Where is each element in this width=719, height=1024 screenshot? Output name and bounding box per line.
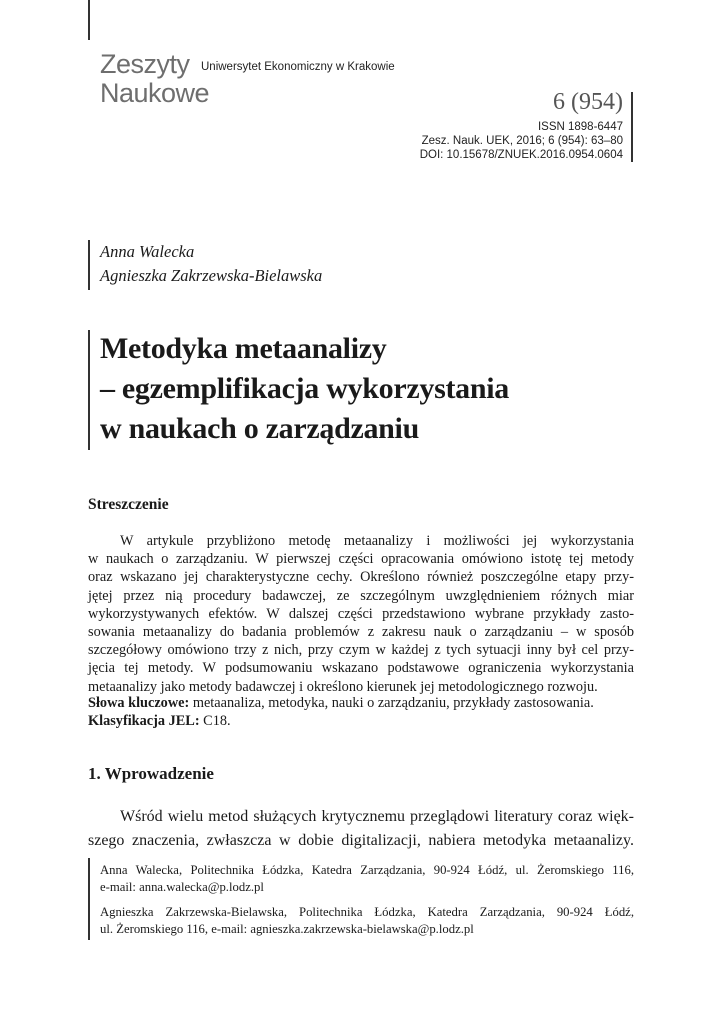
keywords-label: Słowa kluczowe: xyxy=(88,695,190,711)
author-name: Anna Walecka xyxy=(100,242,195,261)
footnote-line: ul. Żeromskiego 116, e-mail: agnieszka.zakrzewska-bielawska@p.lodz.pl xyxy=(100,921,474,936)
journal-logo xyxy=(100,50,209,108)
article-title xyxy=(100,329,509,449)
title-vertical-rule xyxy=(88,330,90,450)
intro-line: szego znaczenia, zwłaszcza w dobie digitalizacji, nabiera metodyka metaanalizy. xyxy=(88,832,634,849)
issue-info xyxy=(420,88,623,162)
logo-line-1: Zeszyty xyxy=(100,49,190,79)
jel-label: Klasyfikacja JEL: xyxy=(88,713,200,730)
top-vertical-rule xyxy=(88,0,90,40)
keywords xyxy=(88,694,634,712)
author-name: Agnieszka Zakrzewska-Bielawska xyxy=(100,266,323,285)
doi: DOI: 10.15678/ZNUEK.2016.0954.0604 xyxy=(419,149,623,161)
footnote-line: e-mail: anna.walecka@p.lodz.pl xyxy=(100,879,264,894)
jel-classification xyxy=(88,712,634,730)
footnote-author-2 xyxy=(100,904,634,937)
footnote-vertical-rule xyxy=(88,858,90,940)
issue-vertical-rule xyxy=(631,92,633,162)
author-list xyxy=(100,240,322,288)
footnote-line: Agnieszka Zakrzewska-Bielawska, Politechnika Łódzka, Katedra Zarządzania, 90-924 Łódź, xyxy=(100,905,634,919)
title-line: – egzemplifikacja wykorzystania xyxy=(100,372,509,405)
intro-line: Wśród wielu metod służących krytycznemu przeglądowi literatury coraz więk- xyxy=(120,808,634,825)
abstract-line: metaanalizy jako metody badawczej i określono kierunek jej metodologicznego rozwoju. xyxy=(88,678,598,695)
abstract-line: W artykule przybliżono metodę metaanalizy i możliwości jej wykorzystania xyxy=(120,533,634,549)
introduction-heading: 1. Wprowadzenie xyxy=(88,764,214,783)
keywords-text: metaanaliza, metodyka, nauki o zarządzaniu, przykłady zastosowania. xyxy=(189,695,594,711)
abstract-line: wykorzystywanych efektów. W dalszej części przedstawiono wybrane przykłady zasto- xyxy=(88,605,634,622)
abstract-line: jęcia tej metody. W podsumowaniu wskazano podstawowe ograniczenia wykorzystania xyxy=(88,660,634,677)
jel-text: C18. xyxy=(199,713,231,730)
abstract-line: szczegółowy omówiono trzy z nich, przy czym w każdej z tych sytuacji inny był cel przy- xyxy=(88,642,634,659)
abstract-line: w naukach o zarządzaniu. W pierwszej części opracowania omówiono istotę tej metody xyxy=(88,551,634,568)
abstract-line: oraz wskazano jej charakterystyczne cechy. Określono również poszczególne etapy przy- xyxy=(88,569,634,586)
logo-line-2: Naukowe xyxy=(100,78,210,108)
university-name: Uniwersytet Ekonomiczny w Krakowie xyxy=(201,61,395,73)
abstract-line: sowania metaanalizy do badania problemów z zakresu nauk o zarządzaniu – w sposób xyxy=(88,624,634,641)
footnote-line: Anna Walecka, Politechnika Łódzka, Katedra Zarządzania, 90-924 Łódź, ul. Żeromskiego 116, xyxy=(100,863,634,877)
footnote-author-1 xyxy=(100,862,634,895)
issue-number: 6 (954) xyxy=(553,89,623,115)
issn: ISSN 1898-6447 xyxy=(537,121,623,133)
abstract-heading: Streszczenie xyxy=(88,496,169,513)
title-line: Metodyka metaanalizy xyxy=(100,332,387,365)
authors-vertical-rule xyxy=(88,240,90,290)
title-line: w naukach o zarządzaniu xyxy=(100,412,419,445)
introduction-body xyxy=(88,805,634,853)
abstract-body xyxy=(88,532,634,696)
citation: Zesz. Nauk. UEK, 2016; 6 (954): 63–80 xyxy=(421,135,623,147)
abstract-line: jętej przez nią procedury badawczej, ze szczególnym uwzględnieniem różnych miar xyxy=(88,587,634,604)
keywords-block xyxy=(88,694,634,730)
